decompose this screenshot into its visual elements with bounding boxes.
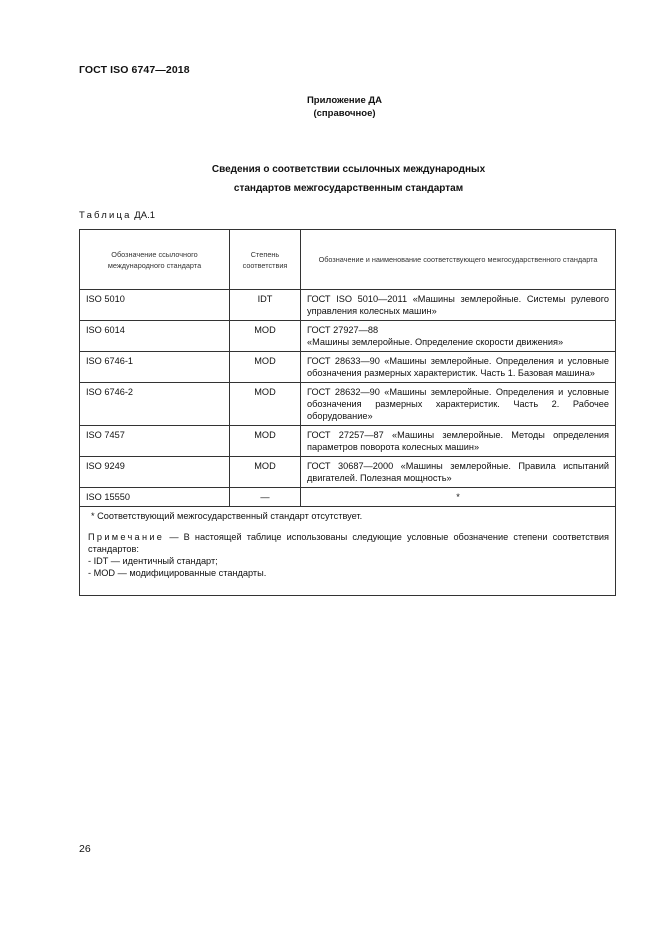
- table-row: [80, 352, 616, 383]
- table-caption: [79, 210, 155, 221]
- note: [88, 531, 609, 555]
- degree-cell: IDT: [230, 290, 301, 321]
- table-row: [80, 321, 616, 352]
- ref-cell: ISO 6014: [80, 321, 230, 352]
- table-row: [80, 426, 616, 457]
- ref-cell: ISO 9249: [80, 457, 230, 488]
- ref-cell: ISO 7457: [80, 426, 230, 457]
- section-heading: [0, 160, 661, 198]
- appendix-title: [0, 94, 661, 120]
- desc-cell: *: [301, 488, 616, 507]
- table-caption-number: ДА.1: [134, 210, 155, 221]
- document-code: ГОСТ ISO 6747—2018: [79, 64, 190, 76]
- heading-line-1: Сведения о соответствии ссылочных международных: [211, 164, 486, 175]
- page-number: 26: [79, 843, 91, 855]
- degree-cell: MOD: [230, 383, 301, 426]
- degree-cell: MOD: [230, 321, 301, 352]
- correspondence-table: [79, 229, 616, 596]
- table-notes: [80, 507, 616, 596]
- desc-cell: [301, 321, 616, 352]
- column-header-ref: Обозначение ссылочного международного стандарта: [80, 230, 230, 290]
- note-item-idt: - IDT — идентичный стандарт;: [88, 556, 218, 566]
- note-item-mod: - MOD — модифицированные стандарты.: [88, 568, 267, 578]
- ref-cell: ISO 5010: [80, 290, 230, 321]
- appendix-label: Приложение ДА: [306, 95, 383, 106]
- degree-cell: MOD: [230, 426, 301, 457]
- note-text: — В настоящей таблице использованы следующие условные обозначение степени соответствия стандартов:: [88, 532, 609, 554]
- degree-cell: —: [230, 488, 301, 507]
- heading-line-2: стандартов межгосударственным стандартам: [233, 183, 464, 194]
- degree-cell: MOD: [230, 457, 301, 488]
- degree-cell: MOD: [230, 352, 301, 383]
- table-caption-label: Таблица: [79, 210, 132, 221]
- column-header-desc: Обозначение и наименование соответствующего межгосударственного стандарта: [301, 230, 616, 290]
- desc-cell: ГОСТ 27257—87 «Машины землеройные. Методы определения параметров поворота колесных машин»: [301, 426, 616, 457]
- desc-line: ГОСТ 27927—88: [307, 325, 379, 335]
- table-row: [80, 457, 616, 488]
- table-row: [80, 383, 616, 426]
- note-label: Примечание: [88, 532, 165, 542]
- footnote: * Соответствующий межгосударственный стандарт отсутствует.: [91, 511, 363, 521]
- desc-line: «Машины землеройные. Определение скорости движения»: [307, 337, 564, 347]
- ref-cell: ISO 6746-1: [80, 352, 230, 383]
- desc-cell: ГОСТ ISO 5010—2011 «Машины землеройные. Системы рулевого управления колесных машин»: [301, 290, 616, 321]
- table-row: [80, 488, 616, 507]
- ref-cell: ISO 6746-2: [80, 383, 230, 426]
- table-notes-row: [80, 507, 616, 596]
- desc-cell: ГОСТ 28632—90 «Машины землеройные. Определения и условные обозначения размерных характеристик. Часть 2. Рабочее оборудование»: [301, 383, 616, 426]
- desc-cell: ГОСТ 28633—90 «Машины землеройные. Определения и условные обозначения размерных характеристик. Часть 1. Базовая машина»: [301, 352, 616, 383]
- ref-cell: ISO 15550: [80, 488, 230, 507]
- table-row: [80, 290, 616, 321]
- column-header-degree: Степень соответствия: [230, 230, 301, 290]
- table-header-row: [80, 230, 616, 290]
- desc-cell: ГОСТ 30687—2000 «Машины землеройные. Правила испытаний двигателей. Полезная мощность»: [301, 457, 616, 488]
- appendix-subtitle: (справочное): [313, 108, 376, 119]
